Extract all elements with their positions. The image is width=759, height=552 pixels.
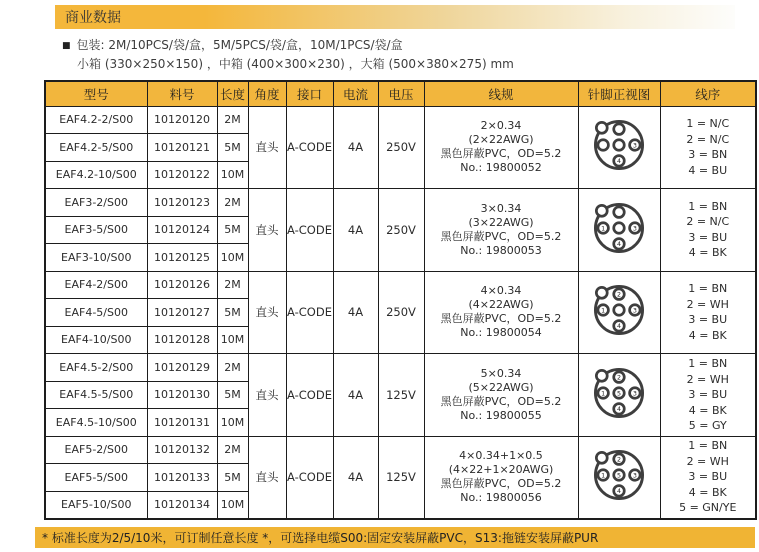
current-cell: 4A <box>333 354 378 437</box>
wire-spec-line: 2×0.34 <box>480 119 522 133</box>
wire-spec-line: (3×22AWG) <box>468 215 534 229</box>
part-number-cell: 10120131 <box>147 409 217 437</box>
interface-cell: A-CODE <box>286 354 333 437</box>
wire-sequence-cell <box>660 189 756 272</box>
product-table <box>44 80 757 520</box>
table-row <box>45 436 756 464</box>
packaging-info <box>62 37 514 73</box>
svg-text:1: 1 <box>601 225 606 233</box>
voltage-cell: 250V <box>378 189 424 272</box>
col-header-pin-view: 针脚正视图 <box>578 81 660 106</box>
keyway-notch <box>596 205 607 216</box>
wire-sequence-line: 2 = WH <box>686 372 729 386</box>
current-cell: 4A <box>333 271 378 354</box>
model-cell: EAF4.2-5/S00 <box>45 134 147 162</box>
model-cell: EAF4.2-10/S00 <box>45 161 147 189</box>
pin-hole-left <box>598 140 609 151</box>
wire-spec-line: No.: 19800052 <box>460 161 542 175</box>
wire-sequence-line: 4 = BK <box>688 403 727 417</box>
keyway-notch <box>596 370 607 381</box>
wire-spec-line: 5×0.34 <box>480 366 522 380</box>
length-cell: 10M <box>217 326 248 354</box>
col-header-wire-spec: 线规 <box>424 81 578 106</box>
interface-cell: A-CODE <box>286 436 333 519</box>
length-cell: 2M <box>217 354 248 382</box>
wire-sequence-line: 3 = BN <box>688 148 728 162</box>
svg-text:3: 3 <box>632 307 637 315</box>
wire-spec-line: (4×22+1×20AWG) <box>448 463 554 476</box>
model-cell: EAF3-2/S00 <box>45 189 147 217</box>
model-cell: EAF3-5/S00 <box>45 216 147 244</box>
wire-sequence-line: 5 = GY <box>688 419 727 432</box>
table-row <box>45 271 756 299</box>
section-title: 商业数据 <box>65 10 121 26</box>
pin-hole-top <box>614 124 625 135</box>
wire-spec-cell <box>424 189 578 272</box>
pin-hole-center <box>614 222 625 233</box>
wire-spec-line: No.: 19800053 <box>460 243 542 257</box>
pin-hole-center <box>614 140 625 151</box>
wire-spec-line: 4×0.34+1×0.5 <box>459 449 543 462</box>
footnote-text: * 标准长度为2/5/10米，可订制任意长度 *，可选择电缆S00:固定安装屏蔽PVC，S13:拖链安装屏蔽PUR <box>42 531 599 545</box>
wire-spec-cell <box>424 271 578 354</box>
length-cell: 10M <box>217 244 248 272</box>
svg-text:1: 1 <box>601 472 606 480</box>
col-header-wire-sequence: 线序 <box>660 81 756 106</box>
table-row <box>45 106 756 134</box>
wire-sequence-line: 1 = BN <box>688 439 728 453</box>
table-row <box>45 189 756 217</box>
svg-text:4: 4 <box>616 323 622 331</box>
length-cell: 2M <box>217 436 248 464</box>
keyway-notch <box>596 288 607 299</box>
wire-spec-line: (5×22AWG) <box>468 380 534 394</box>
svg-text:4: 4 <box>616 158 622 166</box>
svg-text:1: 1 <box>601 307 606 315</box>
svg-text:2: 2 <box>616 291 622 299</box>
length-cell: 2M <box>217 106 248 134</box>
svg-text:3: 3 <box>632 225 637 233</box>
svg-text:1: 1 <box>601 390 606 398</box>
svg-text:5: 5 <box>616 472 622 480</box>
wire-sequence-line: 5 = GN/YE <box>679 501 737 515</box>
length-cell: 5M <box>217 216 248 244</box>
wire-sequence-cell <box>660 354 756 437</box>
wire-sequence-line: 2 = N/C <box>686 215 730 229</box>
part-number-cell: 10120130 <box>147 381 217 409</box>
wire-sequence-line: 2 = N/C <box>686 132 730 146</box>
keyway-notch <box>596 123 607 134</box>
part-number-cell: 10120121 <box>147 134 217 162</box>
model-cell: EAF4-2/S00 <box>45 271 147 299</box>
packaging-line-1 <box>62 37 514 56</box>
wire-sequence-line: 3 = BU <box>688 388 728 401</box>
wire-sequence-line: 3 = BU <box>688 230 728 244</box>
wire-spec-cell <box>424 354 578 437</box>
wire-spec-line: 黑色屏蔽PVC，OD=5.2 <box>440 477 562 490</box>
wire-sequence-line: 1 = BN <box>688 357 728 370</box>
voltage-cell: 250V <box>378 271 424 354</box>
model-cell: EAF5-5/S00 <box>45 464 147 492</box>
wire-sequence-line: 1 = BN <box>688 199 728 213</box>
wire-spec-line: 3×0.34 <box>480 201 522 215</box>
svg-text:4: 4 <box>616 240 622 248</box>
wire-spec-line: No.: 19800055 <box>460 408 542 422</box>
current-cell: 4A <box>333 189 378 272</box>
wire-sequence-cell <box>660 106 756 189</box>
pin-hole-top <box>614 207 625 218</box>
wire-spec-line: (2×22AWG) <box>468 133 534 147</box>
angle-cell: 直头 <box>248 189 286 272</box>
interface-cell: A-CODE <box>286 106 333 189</box>
wire-sequence-line: 3 = BU <box>688 313 728 327</box>
model-cell: EAF5-10/S00 <box>45 491 147 519</box>
length-cell: 5M <box>217 464 248 492</box>
col-header-part-number: 料号 <box>147 81 217 106</box>
wire-sequence-line: 1 = BN <box>688 282 728 296</box>
pin-front-view-diagram <box>590 199 648 257</box>
voltage-cell: 125V <box>378 436 424 519</box>
model-cell: EAF4.2-2/S00 <box>45 106 147 134</box>
length-cell: 10M <box>217 409 248 437</box>
current-cell: 4A <box>333 436 378 519</box>
svg-text:2: 2 <box>616 456 622 464</box>
pin-view-cell <box>578 106 660 189</box>
wire-spec-line: 黑色屏蔽PVC，OD=5.2 <box>440 312 562 326</box>
svg-text:4: 4 <box>616 488 622 496</box>
model-cell: EAF4.5-2/S00 <box>45 354 147 382</box>
packaging-line-2: 小箱 (330×250×150) ，中箱 (400×300×230) ，大箱 (500×380×275) mm <box>77 57 514 71</box>
part-number-cell: 10120122 <box>147 161 217 189</box>
part-number-cell: 10120123 <box>147 189 217 217</box>
svg-text:2: 2 <box>616 374 622 382</box>
section-header-bar <box>55 5 735 29</box>
part-number-cell: 10120126 <box>147 271 217 299</box>
col-header-model: 型号 <box>45 81 147 106</box>
svg-text:4: 4 <box>616 405 622 413</box>
angle-cell: 直头 <box>248 271 286 354</box>
wire-spec-line: 4×0.34 <box>480 284 522 298</box>
model-cell: EAF5-2/S00 <box>45 436 147 464</box>
length-cell: 5M <box>217 381 248 409</box>
model-cell: EAF4-10/S00 <box>45 326 147 354</box>
pin-view-cell <box>578 354 660 437</box>
part-number-cell: 10120128 <box>147 326 217 354</box>
part-number-cell: 10120127 <box>147 299 217 327</box>
footnote-bar <box>35 527 755 548</box>
model-cell: EAF3-10/S00 <box>45 244 147 272</box>
pin-view-cell <box>578 271 660 354</box>
wire-spec-line: No.: 19800056 <box>460 491 542 504</box>
col-header-angle: 角度 <box>248 81 286 106</box>
part-number-cell: 10120124 <box>147 216 217 244</box>
pin-front-view-diagram <box>590 116 648 174</box>
wire-sequence-cell <box>660 436 756 519</box>
wire-sequence-line: 3 = BU <box>688 470 728 484</box>
pin-front-view-diagram <box>590 364 648 422</box>
wire-sequence-line: 4 = BK <box>688 485 727 499</box>
part-number-cell: 10120133 <box>147 464 217 492</box>
wire-spec-line: No.: 19800054 <box>460 326 542 340</box>
keyway-notch <box>596 452 607 463</box>
interface-cell: A-CODE <box>286 271 333 354</box>
svg-text:3: 3 <box>632 142 637 150</box>
wire-spec-cell <box>424 436 578 519</box>
voltage-cell: 250V <box>378 106 424 189</box>
wire-sequence-line: 2 = WH <box>686 454 729 468</box>
wire-sequence-line: 4 = BU <box>688 163 728 177</box>
wire-sequence-line: 4 = BK <box>688 328 727 342</box>
length-cell: 2M <box>217 189 248 217</box>
pin-view-cell <box>578 436 660 519</box>
wire-spec-line: (4×22AWG) <box>468 298 534 312</box>
pin-view-cell <box>578 189 660 272</box>
wire-spec-line: 黑色屏蔽PVC，OD=5.2 <box>440 394 562 408</box>
pin-hole-center <box>614 305 625 316</box>
length-cell: 5M <box>217 299 248 327</box>
length-cell: 2M <box>217 271 248 299</box>
part-number-cell: 10120120 <box>147 106 217 134</box>
model-cell: EAF4.5-10/S00 <box>45 409 147 437</box>
angle-cell: 直头 <box>248 436 286 519</box>
angle-cell: 直头 <box>248 106 286 189</box>
wire-sequence-line: 1 = N/C <box>686 117 730 131</box>
part-number-cell: 10120129 <box>147 354 217 382</box>
svg-text:3: 3 <box>632 472 637 480</box>
svg-text:5: 5 <box>616 390 622 398</box>
voltage-cell: 125V <box>378 354 424 437</box>
col-header-interface: 接口 <box>286 81 333 106</box>
wire-sequence-line: 2 = WH <box>686 297 729 311</box>
interface-cell: A-CODE <box>286 189 333 272</box>
model-cell: EAF4.5-5/S00 <box>45 381 147 409</box>
wire-sequence-cell <box>660 271 756 354</box>
length-cell: 5M <box>217 134 248 162</box>
packaging-text: 包装: 2M/10PCS/袋/盒，5M/5PCS/袋/盒，10M/1PCS/袋/盒 <box>76 38 403 52</box>
col-header-current: 电流 <box>333 81 378 106</box>
col-header-voltage: 电压 <box>378 81 424 106</box>
model-cell: EAF4-5/S00 <box>45 299 147 327</box>
part-number-cell: 10120132 <box>147 436 217 464</box>
wire-spec-line: 黑色屏蔽PVC，OD=5.2 <box>440 147 562 161</box>
table-header-row <box>45 81 756 106</box>
square-bullet-icon: ■ <box>62 41 71 51</box>
length-cell: 10M <box>217 491 248 519</box>
length-cell: 10M <box>217 161 248 189</box>
pin-front-view-diagram <box>590 281 648 339</box>
part-number-cell: 10120125 <box>147 244 217 272</box>
wire-spec-cell <box>424 106 578 189</box>
wire-sequence-line: 4 = BK <box>688 246 727 260</box>
wire-spec-line: 黑色屏蔽PVC，OD=5.2 <box>440 229 562 243</box>
part-number-cell: 10120134 <box>147 491 217 519</box>
current-cell: 4A <box>333 106 378 189</box>
pin-front-view-diagram <box>590 446 648 504</box>
table-row <box>45 354 756 382</box>
svg-text:3: 3 <box>632 390 637 398</box>
angle-cell: 直头 <box>248 354 286 437</box>
col-header-length: 长度 <box>217 81 248 106</box>
